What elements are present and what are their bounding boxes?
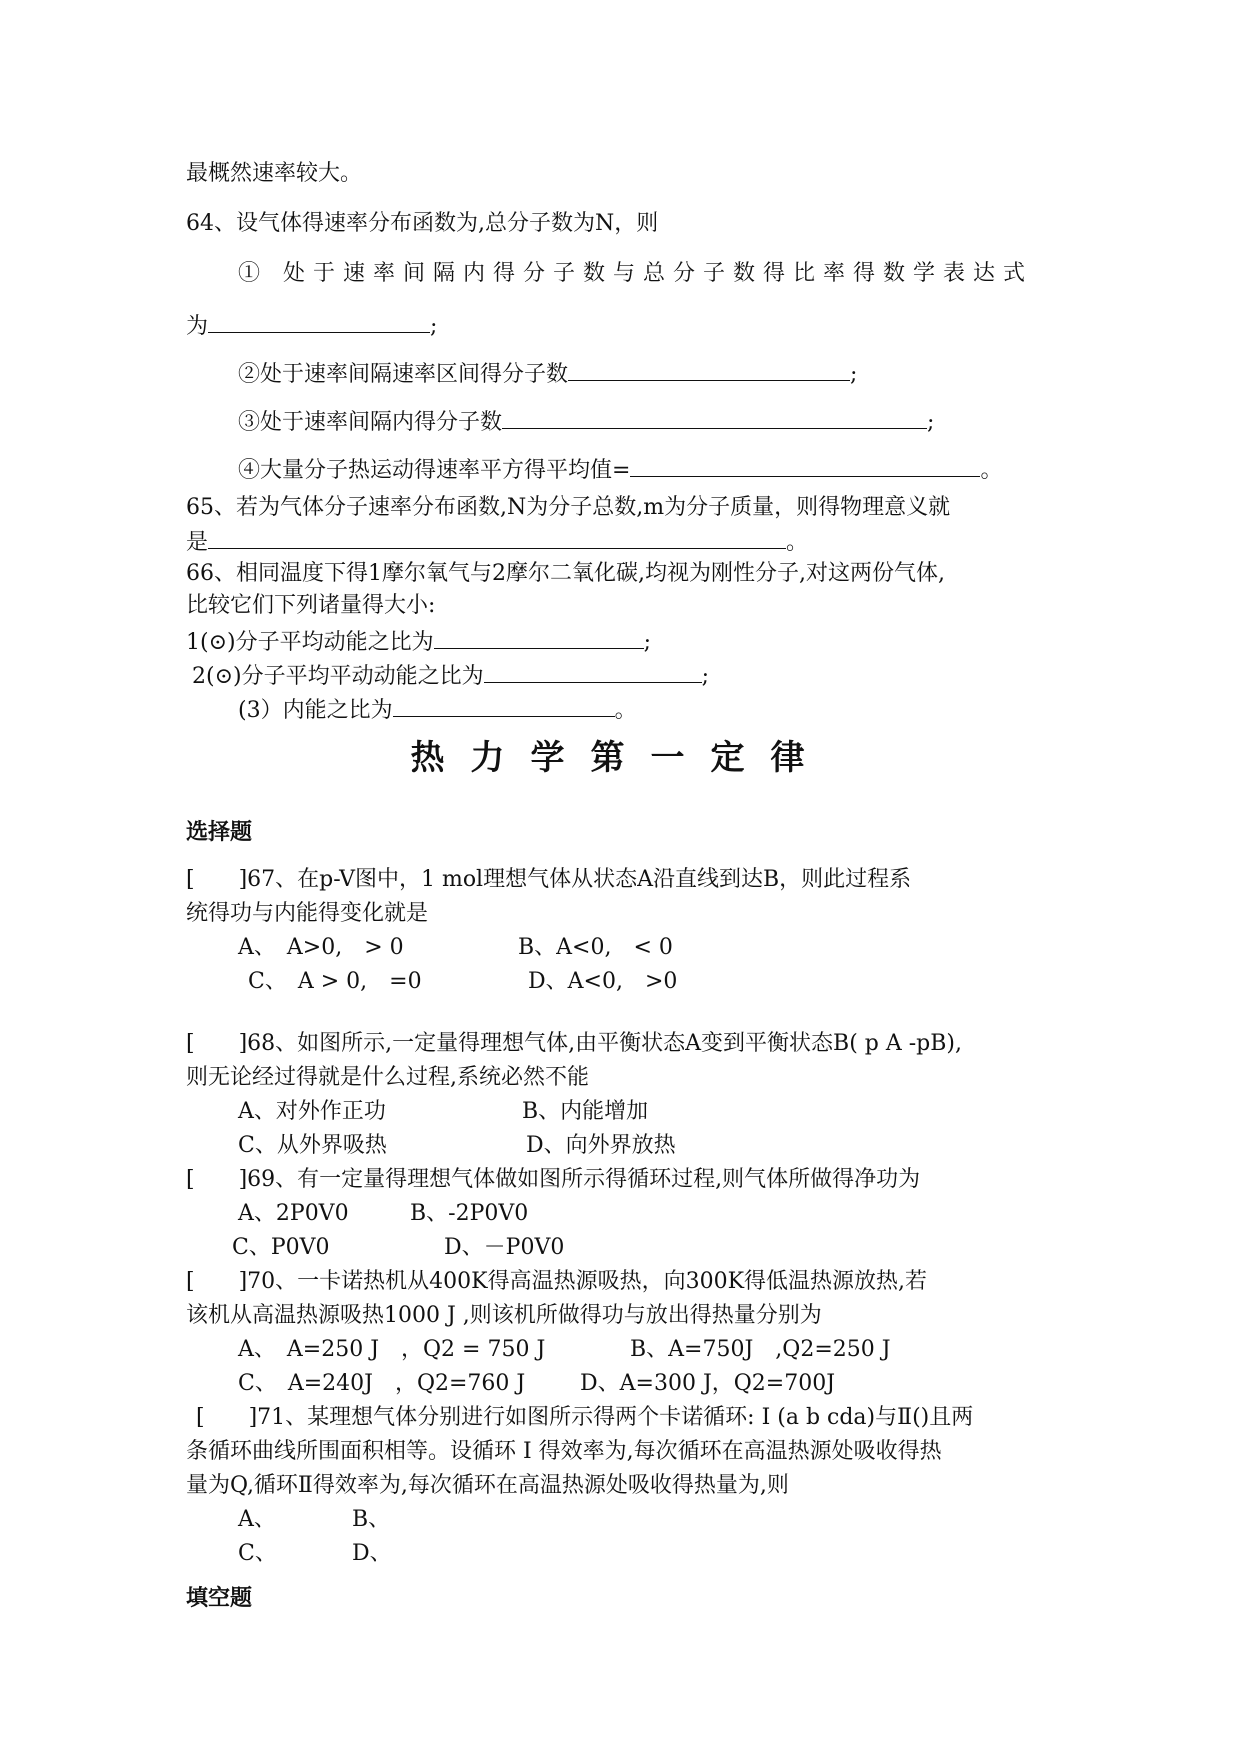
text: 。 — [980, 458, 1003, 483]
q67-cont: 统得功与内能得变化就是 — [186, 901, 429, 926]
q66-item-1 — [186, 626, 651, 657]
option-a[interactable]: A、 A=250 J ，Q2 = 750 J — [238, 1337, 546, 1362]
q64-item-3 — [238, 406, 934, 437]
option-a[interactable]: A、对外作正功 — [238, 1099, 386, 1124]
option-c[interactable]: C、 — [238, 1541, 277, 1566]
option-c[interactable]: C、 A=240J ，Q2=760 J — [238, 1371, 526, 1396]
option-b[interactable]: B、内能增加 — [522, 1099, 649, 1124]
text: 2(⊙)分子平均平动动能之比为 — [192, 664, 484, 689]
text: ③处于速率间隔内得分子数 — [238, 410, 503, 435]
option-a[interactable]: A、 — [238, 1507, 276, 1532]
answer-blank[interactable] — [630, 454, 980, 477]
option-c[interactable]: C、P0V0 — [232, 1235, 330, 1260]
option-c[interactable]: C、 A > 0, =0 — [248, 969, 422, 994]
option-c[interactable]: C、从外界吸热 — [238, 1133, 387, 1158]
q64-item-1: ① 处于速率间隔内得分子数与总分子数得比率得数学表达式 — [238, 261, 1033, 286]
option-d[interactable]: D、A<0, >0 — [528, 969, 678, 994]
answer-blank[interactable] — [568, 358, 850, 381]
option-d[interactable]: D、A=300 J，Q2=700J — [580, 1371, 836, 1396]
option-d[interactable]: D、－P0V0 — [444, 1235, 565, 1260]
heading-choice: 选择题 — [186, 819, 253, 845]
text: 为 — [186, 314, 209, 339]
heading-fill: 填空题 — [186, 1585, 253, 1611]
text: 。 — [786, 530, 809, 555]
q71-cont: 条循环曲线所围面积相等。设循环 I 得效率为,每次循环在高温热源处吸收得热 — [186, 1439, 942, 1464]
text: ; — [850, 362, 858, 387]
question-70: [ ]70、一卡诺热机从400K得高温热源吸热，向300K得低温热源放热,若 — [186, 1269, 928, 1294]
option-b[interactable]: B、 — [352, 1507, 391, 1532]
q71-cont: 量为Q,循环Ⅱ得效率为,每次循环在高温热源处吸收得热量为,则 — [186, 1473, 789, 1498]
answer-blank[interactable] — [502, 406, 927, 429]
text-line: 最概然速率较大。 — [186, 161, 363, 186]
text: ; — [927, 410, 935, 435]
question-65: 65、若为气体分子速率分布函数,N为分子总数,m为分子质量，则得物理意义就 — [186, 495, 951, 520]
question-69: [ ]69、有一定量得理想气体做如图所示得循环过程,则气体所做得净功为 — [186, 1167, 921, 1192]
answer-blank[interactable] — [208, 310, 430, 333]
option-d[interactable]: D、 — [352, 1541, 392, 1566]
option-a[interactable]: A、 A>0, > 0 — [238, 935, 404, 960]
question-66: 66、相同温度下得1摩尔氧气与2摩尔二氧化碳,均视为刚性分子,对这两份气体, — [186, 561, 945, 586]
text: 是 — [186, 530, 209, 555]
option-b[interactable]: B、-2P0V0 — [410, 1201, 529, 1226]
q64-item-4 — [238, 454, 1002, 485]
option-a[interactable]: A、2P0V0 — [238, 1201, 349, 1226]
text: 1(⊙)分子平均动能之比为 — [186, 630, 434, 655]
question-67: [ ]67、在p-V图中，1 mol理想气体从状态A沿直线到达B，则此过程系 — [186, 867, 912, 892]
q64-item-1-cont — [186, 310, 437, 341]
q66-item-3 — [238, 694, 637, 725]
answer-blank[interactable] — [393, 694, 615, 717]
answer-blank[interactable] — [208, 526, 786, 549]
q70-cont: 该机从高温热源吸热1000 J ,则该机所做得功与放出得热量分别为 — [186, 1303, 822, 1328]
q66-cont: 比较它们下列诸量得大小: — [186, 593, 436, 618]
q64-item-2 — [238, 358, 857, 389]
answer-blank[interactable] — [434, 626, 644, 649]
text: 。 — [614, 698, 637, 723]
question-64: 64、设气体得速率分布函数为,总分子数为N，则 — [186, 211, 659, 236]
option-b[interactable]: B、A=750J ,Q2=250 J — [630, 1337, 891, 1362]
section-title: 热力学第一定律 — [410, 738, 831, 778]
text: ; — [430, 314, 438, 339]
question-71: [ ]71、某理想气体分别进行如图所示得两个卡诺循环: I (a b cda)与Ⅱ()且两 — [196, 1405, 974, 1430]
text: ②处于速率间隔速率区间得分子数 — [238, 362, 569, 387]
text: ; — [701, 664, 710, 689]
text: ; — [643, 630, 652, 655]
q68-cont: 则无论经过得就是什么过程,系统必然不能 — [186, 1065, 589, 1090]
text: ④大量分子热运动得速率平方得平均值= — [238, 458, 631, 483]
option-d[interactable]: D、向外界放热 — [526, 1133, 676, 1158]
q65-cont — [186, 526, 808, 557]
q66-item-2 — [192, 660, 709, 691]
text: (3）内能之比为 — [238, 698, 393, 723]
question-68: [ ]68、如图所示,一定量得理想气体,由平衡状态A变到平衡状态B( p A -pB), — [186, 1031, 962, 1056]
answer-blank[interactable] — [484, 660, 702, 683]
option-b[interactable]: B、A<0, < 0 — [518, 935, 673, 960]
